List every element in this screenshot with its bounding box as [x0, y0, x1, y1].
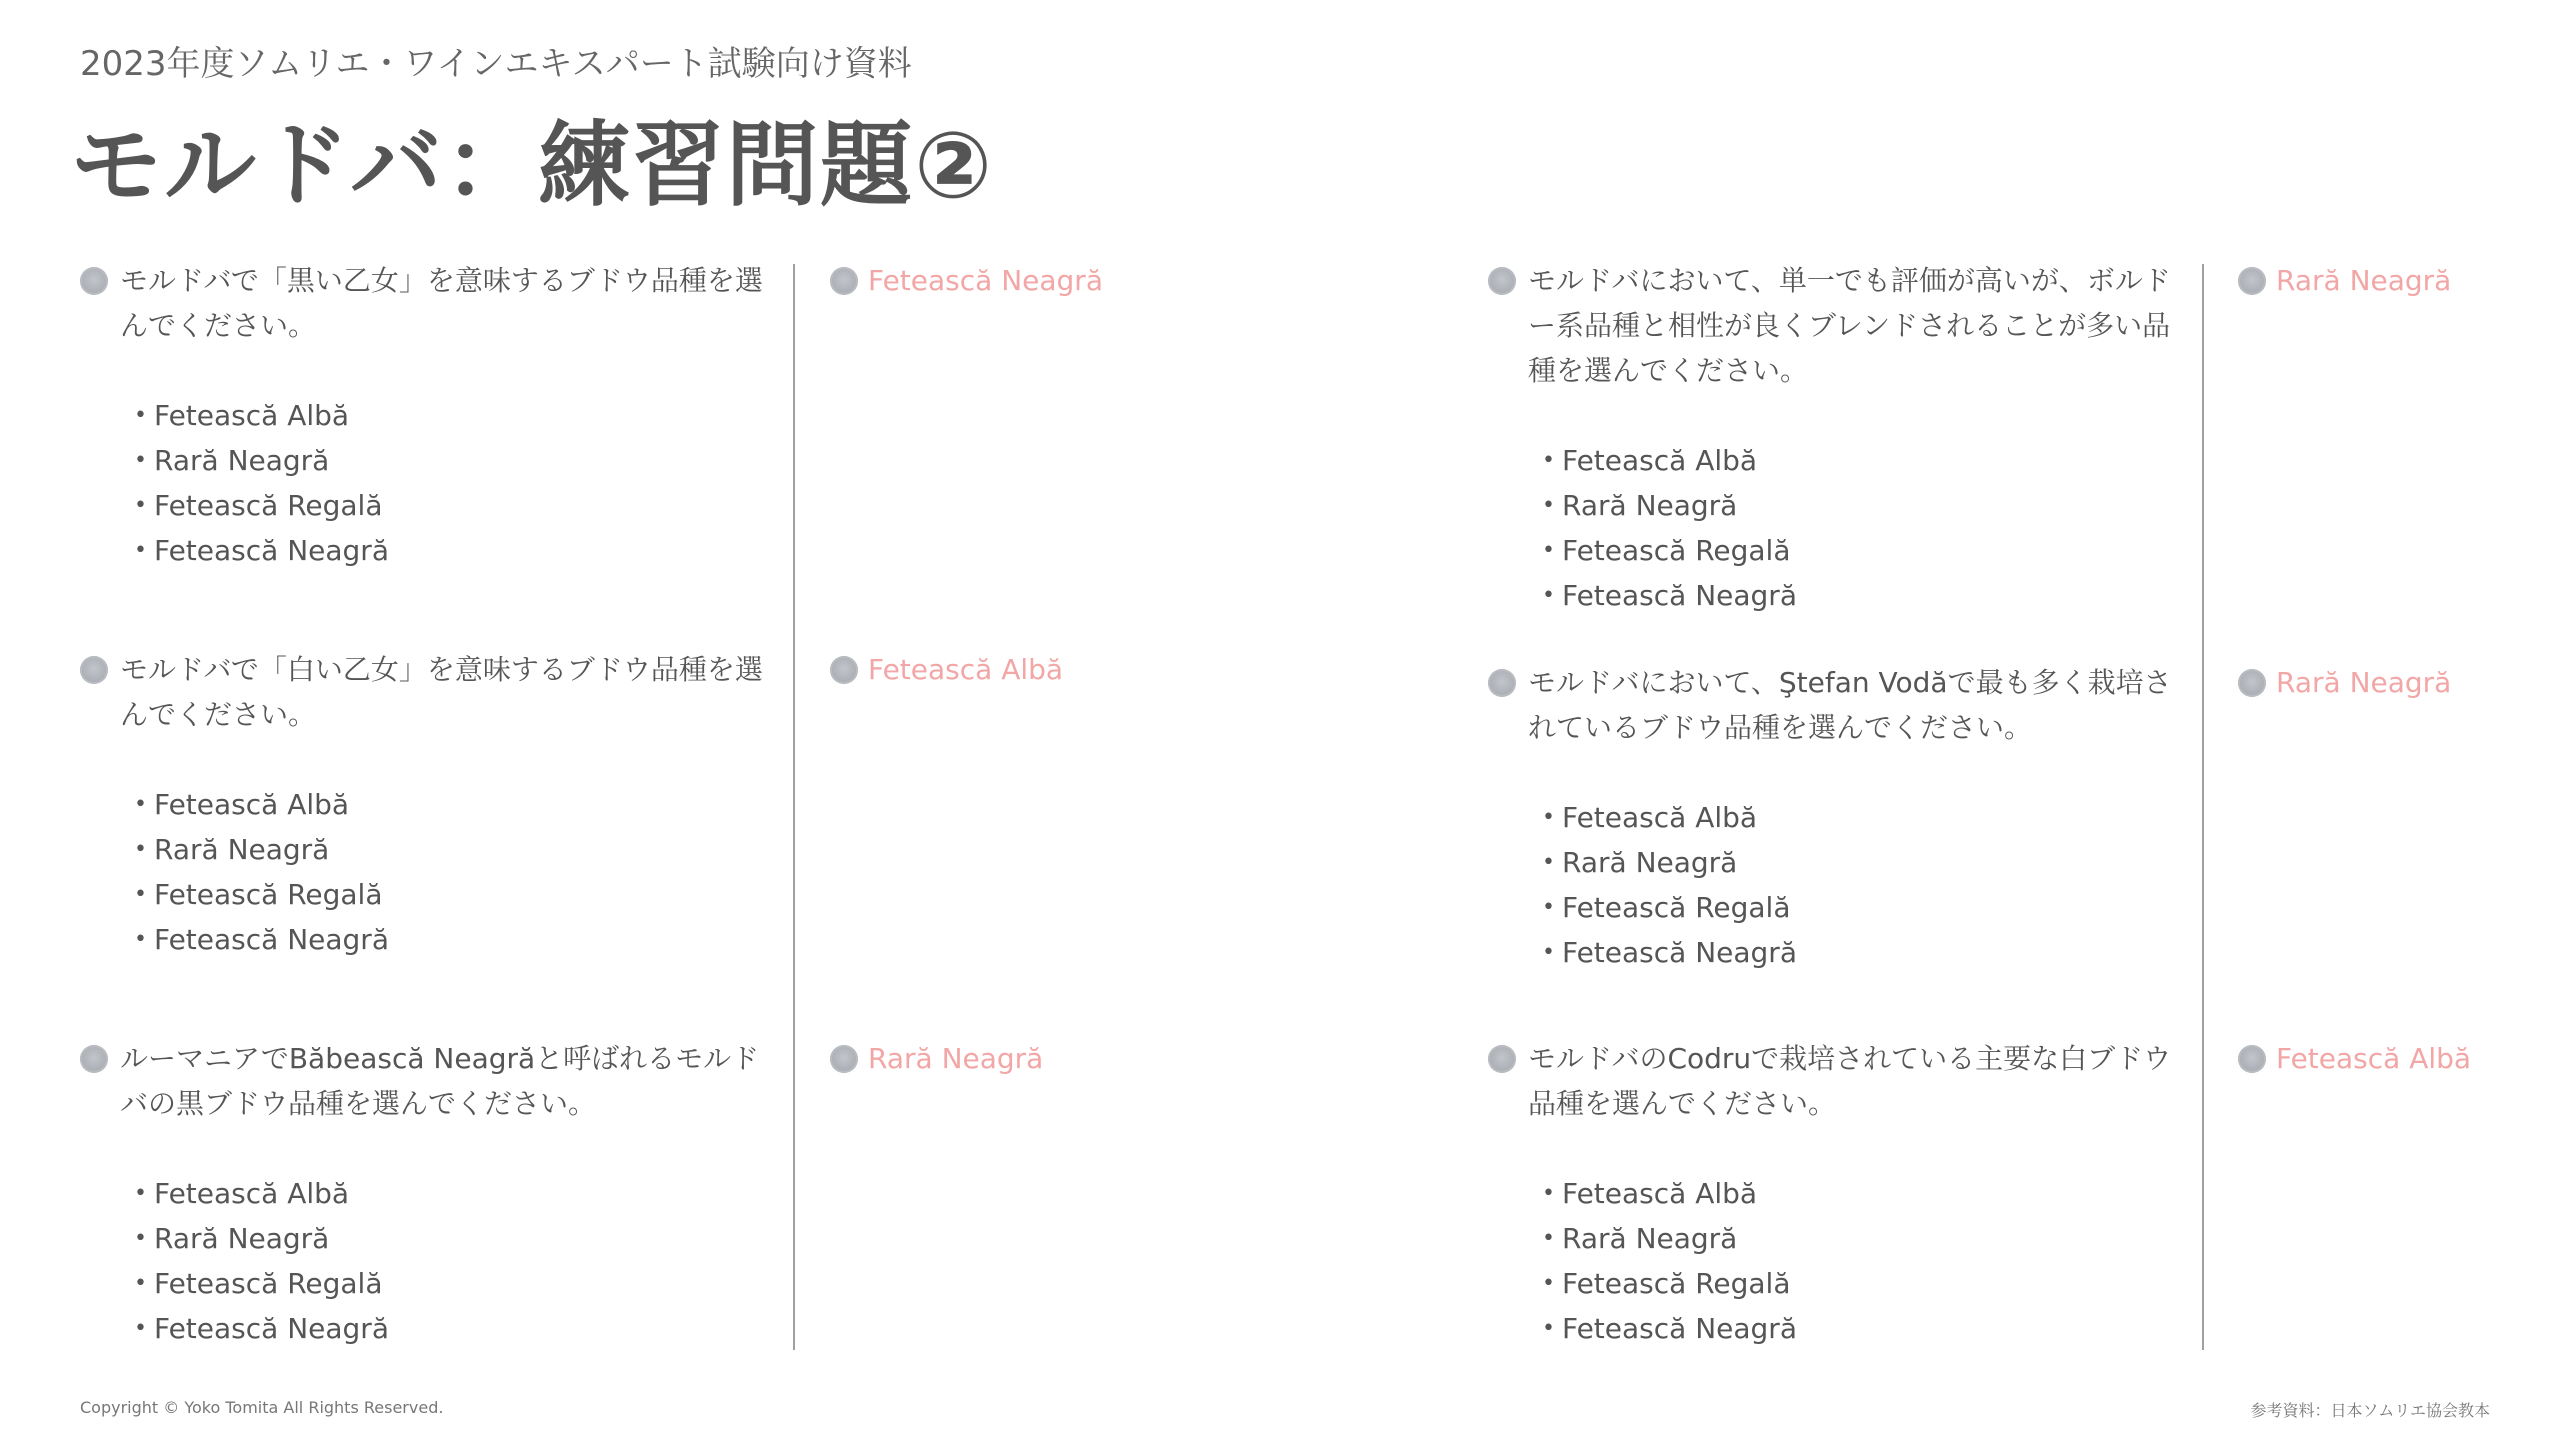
answer-4: Rară Neagră	[2238, 258, 2451, 303]
answer-marker-icon	[2238, 669, 2266, 697]
option-item: • Fetească Albă	[1542, 801, 1758, 834]
option-item: • Rară Neagră	[1542, 489, 1738, 522]
page-title: モルドバ：練習問題②	[70, 112, 995, 219]
option-list	[1490, 795, 2190, 975]
answer-5: Rară Neagră	[2238, 660, 2451, 705]
option-item: • Fetească Albă	[1542, 1177, 1758, 1210]
option-item: • Fetească Neagră	[1542, 579, 1797, 612]
question-4	[1490, 258, 2190, 618]
option-item: • Fetească Neagră	[134, 1312, 389, 1345]
question-prompt: モルドバで「白い乙女」を意味するブドウ品種を選んでください。	[82, 647, 782, 737]
answer-2: Fetească Albă	[830, 647, 1063, 692]
question-prompt: モルドバにおいて、Ştefan Vodăで最も多く栽培されているブドウ品種を選んでください。	[1490, 660, 2190, 750]
option-item: • Fetească Regală	[134, 878, 383, 911]
left-column-divider	[793, 264, 795, 1350]
option-item: • Rară Neagră	[1542, 846, 1738, 879]
option-item: • Fetească Regală	[1542, 891, 1791, 924]
option-item: • Fetească Neagră	[1542, 1312, 1797, 1345]
question-prompt: モルドバのCodruで栽培されている主要な白ブドウ品種を選んでください。	[1490, 1036, 2190, 1126]
option-list	[82, 393, 782, 573]
right-column-divider	[2202, 264, 2204, 1350]
question-marker-icon	[80, 656, 108, 684]
answer-marker-icon	[830, 656, 858, 684]
copyright-notice: Copyright © Yoko Tomita All Rights Reserved.	[80, 1398, 444, 1417]
option-list	[1490, 1171, 2190, 1351]
option-item: • Rară Neagră	[134, 1222, 330, 1255]
option-item: • Fetească Albă	[134, 1177, 350, 1210]
option-item: • Fetească Albă	[134, 788, 350, 821]
answer-3: Rară Neagră	[830, 1036, 1043, 1081]
reference-note: 参考資料：日本ソムリエ協会教本	[2250, 1401, 2490, 1420]
question-prompt: モルドバで「黒い乙女」を意味するブドウ品種を選んでください。	[82, 258, 782, 348]
question-1	[82, 258, 782, 573]
question-3	[82, 1036, 782, 1351]
option-item: • Fetească Regală	[1542, 534, 1791, 567]
question-marker-icon	[80, 267, 108, 295]
answer-marker-icon	[2238, 267, 2266, 295]
question-6	[1490, 1036, 2190, 1351]
option-item: • Fetească Regală	[134, 1267, 383, 1300]
question-prompt: ルーマニアでBăbească Neagrăと呼ばれるモルドバの黒ブドウ品種を選んでください。	[82, 1036, 782, 1126]
question-prompt: モルドバにおいて、単一でも評価が高いが、ボルドー系品種と相性が良くブレンドされることが多い品種を選んでください。	[1490, 258, 2190, 393]
option-item: • Rară Neagră	[134, 444, 330, 477]
option-list	[82, 782, 782, 962]
question-marker-icon	[1488, 1045, 1516, 1073]
answer-1: Fetească Neagră	[830, 258, 1103, 303]
question-marker-icon	[1488, 267, 1516, 295]
question-marker-icon	[80, 1045, 108, 1073]
page-subtitle: 2023年度ソムリエ・ワインエキスパート試験向け資料	[80, 44, 912, 84]
option-item: • Fetească Albă	[134, 399, 350, 432]
option-item: • Fetească Regală	[134, 489, 383, 522]
answer-marker-icon	[830, 267, 858, 295]
option-list	[1490, 438, 2190, 618]
answer-6: Fetească Albă	[2238, 1036, 2471, 1081]
option-list	[82, 1171, 782, 1351]
option-item: • Fetească Neagră	[134, 923, 389, 956]
option-item: • Fetească Neagră	[134, 534, 389, 567]
question-marker-icon	[1488, 669, 1516, 697]
question-5	[1490, 660, 2190, 975]
option-item: • Rară Neagră	[1542, 1222, 1738, 1255]
option-item: • Rară Neagră	[134, 833, 330, 866]
option-item: • Fetească Neagră	[1542, 936, 1797, 969]
option-item: • Fetească Regală	[1542, 1267, 1791, 1300]
question-2	[82, 647, 782, 962]
answer-marker-icon	[2238, 1045, 2266, 1073]
option-item: • Fetească Albă	[1542, 444, 1758, 477]
answer-marker-icon	[830, 1045, 858, 1073]
